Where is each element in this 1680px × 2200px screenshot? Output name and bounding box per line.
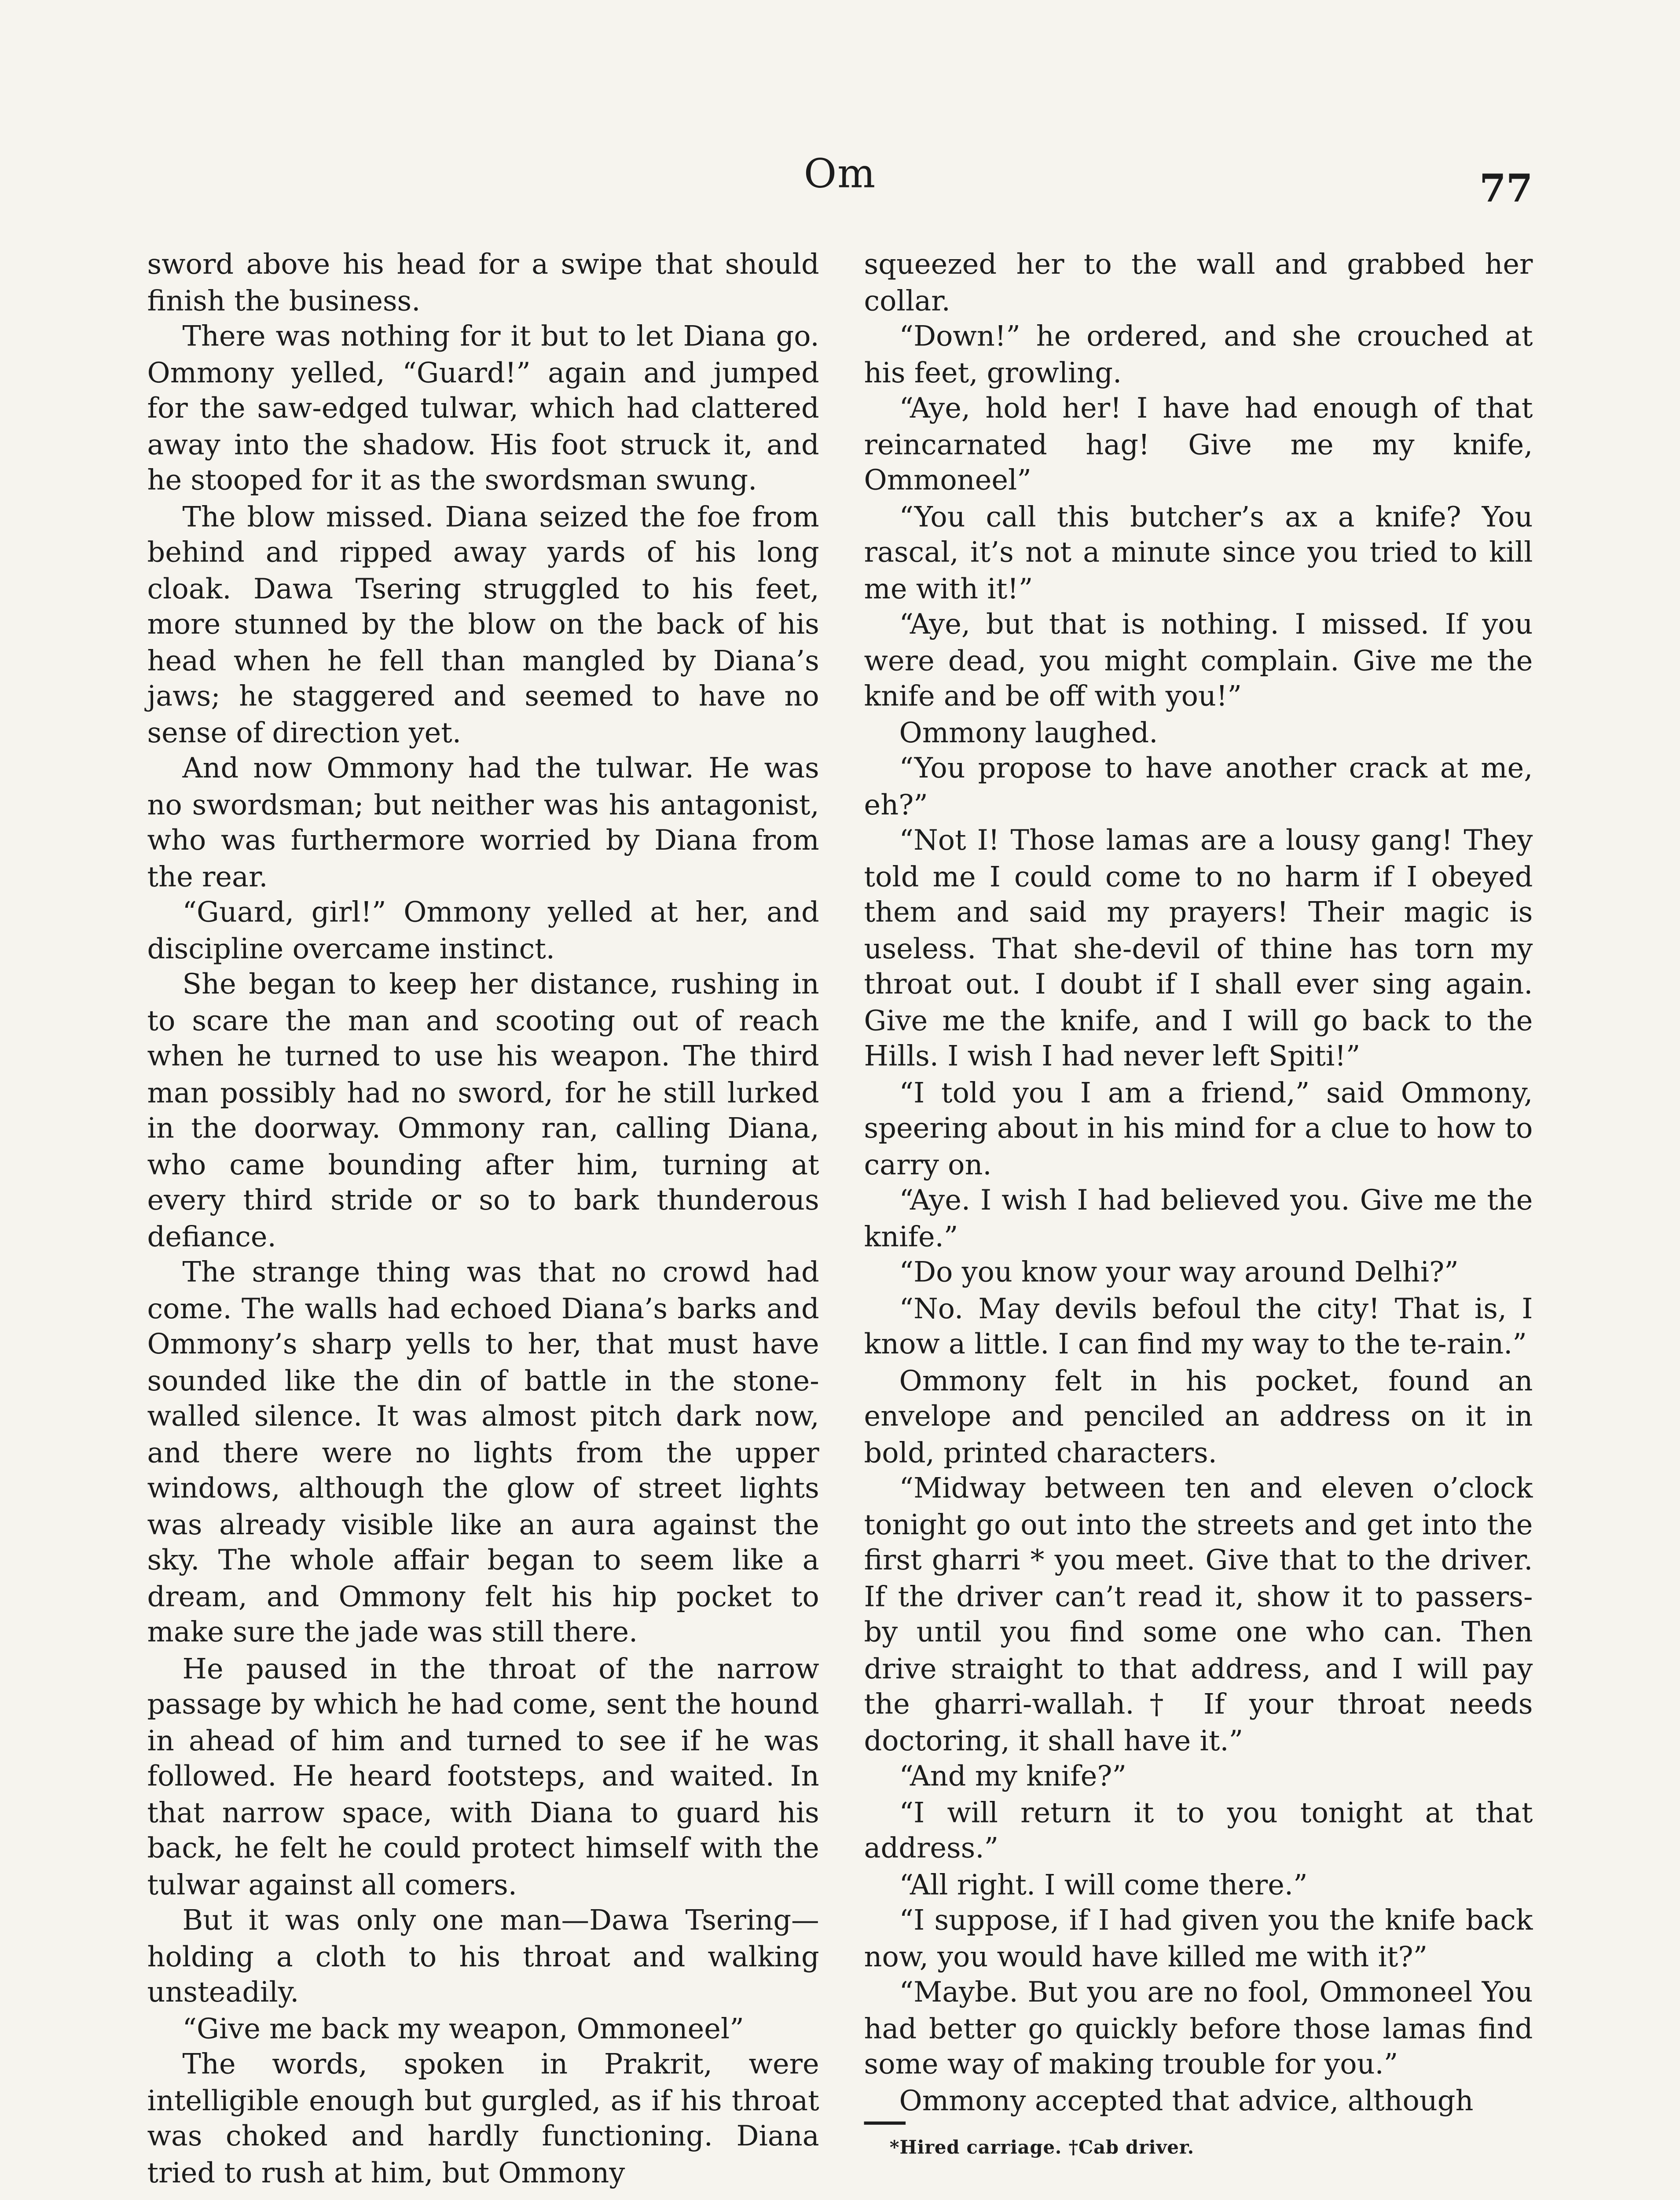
paragraph: “Guard, girl!” Ommony yelled at her, and discipline overcame instinct.: [147, 897, 819, 966]
paragraph: “Not I! Those lamas are a lousy gang! They told me I could come to no harm if I obeyed them and said my prayers! Their magic is useless. That she-devil of thine has torn my throat out. I doubt if I shall ever sing again. Give me the knife, and I will go back to the Hills. I wish I had never left Spiti!”: [864, 825, 1533, 1074]
paragraph: “Do you know your way around Delhi?”: [899, 1258, 1459, 1290]
paragraph: “You propose to have another crack at me, eh?”: [864, 753, 1533, 822]
left-column: [147, 248, 819, 2192]
paragraph: And now Ommony had the tulwar. He was no swordsman; but neither was his antagonist, who was furthermore worried by Diana from the rear.: [147, 753, 819, 894]
paragraph: The blow missed. Diana seized the foe from behind and ripped away yards of his long cloak. Dawa Tsering struggled to his feet, more stunned by the blow on the back of his head when he fell than mangled by Diana’s jaws; he staggered and seemed to have no sense of direction yet.: [147, 501, 819, 750]
paragraph: The words, spoken in Prakrit, were intelligible enough but gurgled, as if his throat was choked and hardly functioning. Diana tried to rush at him, but Ommony: [147, 2049, 819, 2190]
paragraph: “Give me back my weapon, Ommoneel”: [182, 2013, 744, 2046]
paragraph: sword above his head for a swipe that should finish the business.: [147, 249, 819, 318]
paragraph: “I told you I am a friend,” said Ommony, speering about in his mind for a clue to how to carry on.: [864, 1077, 1533, 1182]
paragraph: “And my knife?”: [899, 1761, 1127, 1794]
paragraph: “I will return it to you tonight at that address.”: [864, 1797, 1533, 1866]
paragraph: She began to keep her distance, rushing in to scare the man and scooting out of reach when he turned to use his weapon. The third man possibly had no sword, for he still lurked in the doorway. Ommony ran, calling Diana, who came bounding after him, turning at every third stride or so to bark thunderous defiance.: [147, 969, 819, 1254]
paragraph: “Midway between ten and eleven o’clock tonight go out into the streets and get into the first gharri * you meet. Give that to the driver. If the driver can’t read it, show it to passers-by until you find some one who can. Then drive straight to that address, and I will pay the gharri-wallah.† If your throat needs doctoring, it shall have it.”: [864, 1473, 1533, 1758]
paragraph: There was nothing for it but to let Diana go. Ommony yelled, “Guard!” again and jumped for the saw-edged tulwar, which had clattered away into the shadow. His foot struck it, and he stooped for it as the swordsman swung.: [147, 321, 819, 498]
paragraph: “I suppose, if I had given you the knife back now, you would have killed me with it?”: [864, 1905, 1533, 1974]
paragraph: “Aye, hold her! I have had enough of that reincarnated hag! Give me my knife, Ommoneel”: [864, 393, 1533, 498]
paragraph: Ommony accepted that advice, although: [899, 2085, 1474, 2118]
paragraph: “Down!” he ordered, and she crouched at his feet, growling.: [864, 321, 1533, 390]
right-column: [864, 248, 1533, 2165]
running-title: Om: [803, 150, 877, 197]
footnote-rule: [864, 2122, 906, 2124]
paragraph: “Aye, but that is nothing. I missed. If you were dead, you might complain. Give me the knife and be off with you!”: [864, 609, 1533, 714]
paragraph: “You call this butcher’s ax a knife? You rascal, it’s not a minute since you tried to kill me with it!”: [864, 501, 1533, 606]
paragraph: “All right. I will come there.”: [899, 1869, 1308, 1902]
footnotes: *Hired carriage. †Cab driver.: [889, 2135, 1194, 2158]
paragraph: “Maybe. But you are no fool, Ommoneel You had better go quickly before those lamas find some way of making trouble for you.”: [864, 1977, 1533, 2082]
paragraph: squeezed her to the wall and grabbed her collar.: [864, 249, 1533, 318]
paragraph: “No. May devils befoul the city! That is, I know a little. I can find my way to the te-rain.”: [864, 1293, 1533, 1362]
paragraph: “Aye. I wish I had believed you. Give me the knife.”: [864, 1185, 1533, 1254]
paragraph: But it was only one man—Dawa Tsering—holding a cloth to his throat and walking unsteadily.: [147, 1905, 819, 2010]
paragraph: Ommony felt in his pocket, found an envelope and penciled an address on it in bold, printed characters.: [864, 1365, 1533, 1470]
paragraph: He paused in the throat of the narrow passage by which he had come, sent the hound in ahead of him and turned to see if he was followed. He heard footsteps, and waited. In that narrow space, with Diana to guard his back, he felt he could protect himself with the tulwar against all comers.: [147, 1654, 819, 1902]
page-number: 77: [1479, 165, 1533, 211]
paragraph: Ommony laughed.: [899, 717, 1158, 750]
paragraph: The strange thing was that no crowd had come. The walls had echoed Diana’s barks and Ommony’s sharp yells to her, that must have sounded like the din of battle in the stone-walled silence. It was almost pitch dark now, and there were no lights from the upper windows, although the glow of street lights was already visible like an aura against the sky. The whole affair began to seem like a dream, and Ommony felt his hip pocket to make sure the jade was still there.: [147, 1258, 819, 1650]
